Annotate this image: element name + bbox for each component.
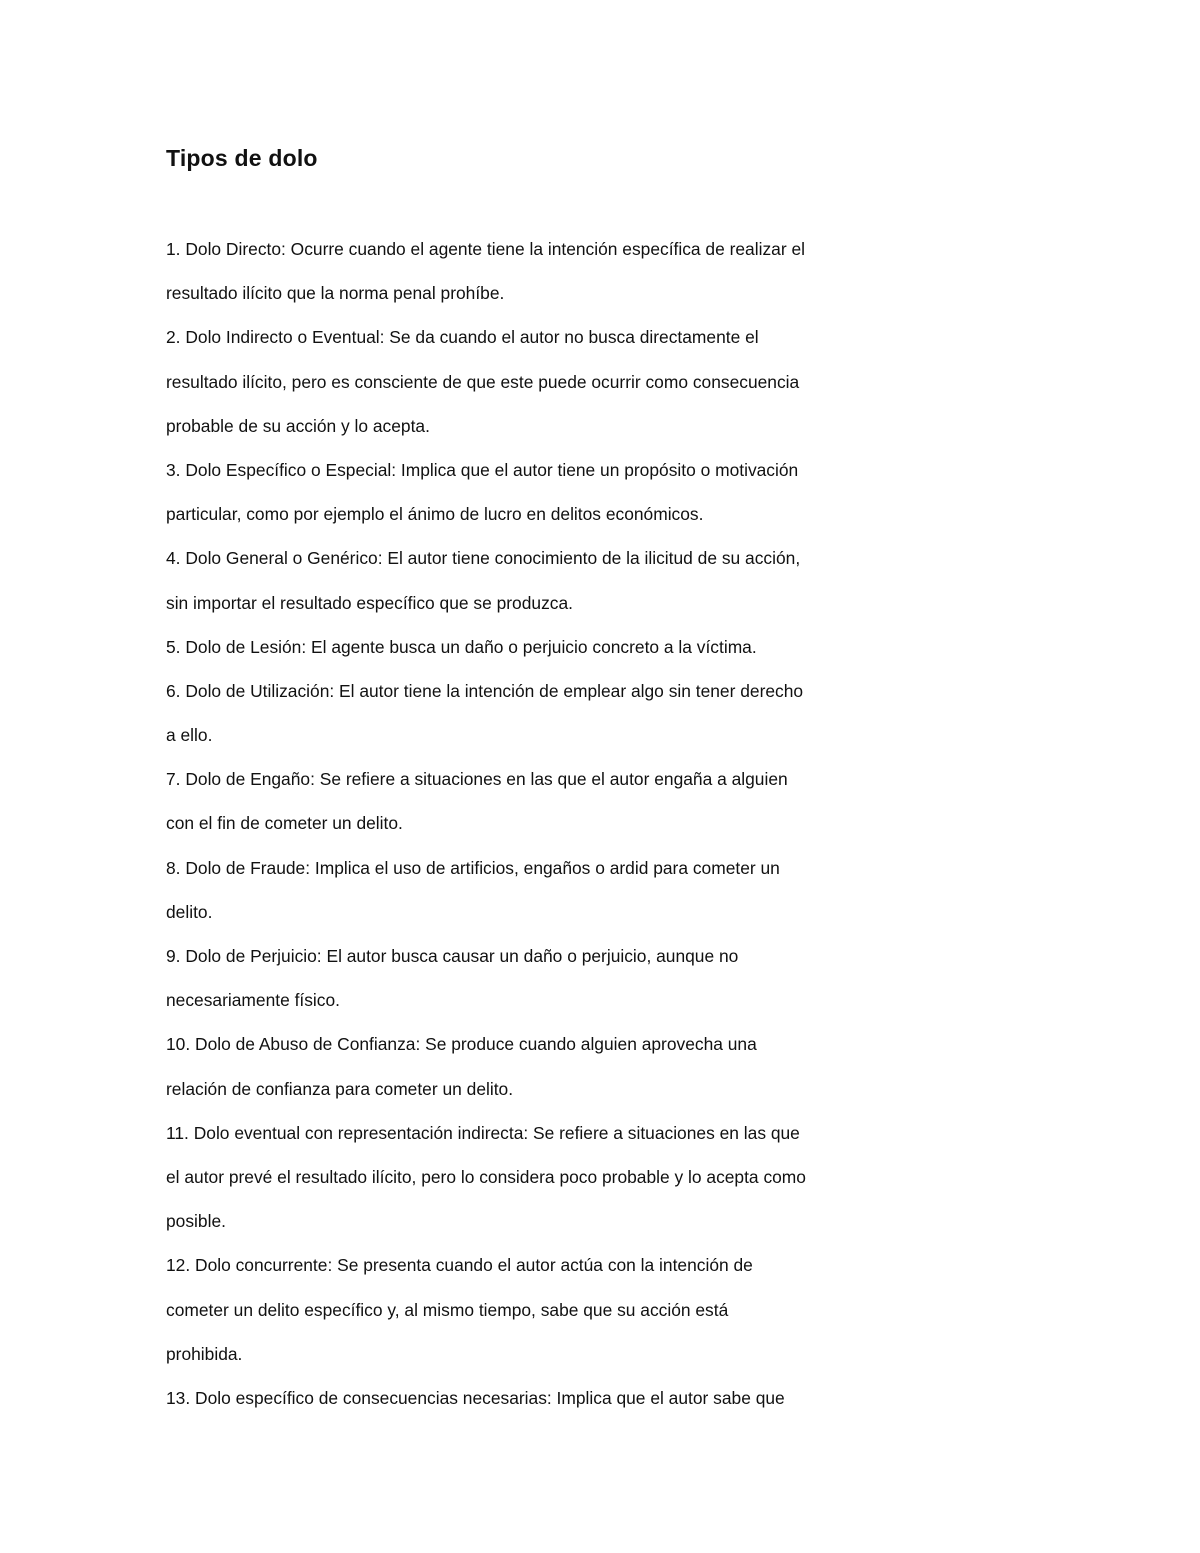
- document-title: Tipos de dolo: [166, 145, 318, 171]
- text-line: 7. Dolo de Engaño: Se refiere a situaciones en las que el autor engaña a alguien: [166, 769, 788, 790]
- text-line: 11. Dolo eventual con representación indirecta: Se refiere a situaciones en las que: [166, 1122, 800, 1143]
- text-line: a ello.: [166, 725, 213, 746]
- text-line: prohibida.: [166, 1343, 243, 1364]
- text-line: cometer un delito específico y, al mismo tiempo, sabe que su acción está: [166, 1299, 729, 1320]
- text-line: probable de su acción y lo acepta.: [166, 415, 430, 436]
- text-line: 4. Dolo General o Genérico: El autor tiene conocimiento de la ilicitud de su acción,: [166, 548, 801, 569]
- text-line: 2. Dolo Indirecto o Eventual: Se da cuando el autor no busca directamente el: [166, 327, 759, 348]
- text-line: sin importar el resultado específico que se produzca.: [166, 592, 573, 613]
- text-line: con el fin de cometer un delito.: [166, 813, 403, 834]
- text-line: necesariamente físico.: [166, 990, 340, 1011]
- text-line: 10. Dolo de Abuso de Confianza: Se produce cuando alguien aprovecha una: [166, 1034, 757, 1055]
- text-line: 6. Dolo de Utilización: El autor tiene la intención de emplear algo sin tener derecho: [166, 680, 804, 701]
- text-line: 5. Dolo de Lesión: El agente busca un daño o perjuicio concreto a la víctima.: [166, 636, 757, 657]
- text-line: 9. Dolo de Perjuicio: El autor busca causar un daño o perjuicio, aunque no: [166, 946, 739, 966]
- text-line: 1. Dolo Directo: Ocurre cuando el agente tiene la intención específica de realizar el: [166, 239, 805, 259]
- text-line: posible.: [166, 1211, 226, 1232]
- text-line: relación de confianza para cometer un delito.: [166, 1078, 514, 1099]
- text-line: resultado ilícito, pero es consciente de que este puede ocurrir como consecuencia: [166, 371, 800, 392]
- text-line: 8. Dolo de Fraude: Implica el uso de artificios, engaños o ardid para cometer un: [166, 857, 780, 878]
- text-line: el autor prevé el resultado ilícito, pero lo considera poco probable y lo acepta como: [166, 1166, 806, 1187]
- document-body: [166, 227, 926, 1420]
- text-line: delito.: [166, 901, 213, 922]
- text-line: resultado ilícito que la norma penal prohíbe.: [166, 283, 505, 304]
- text-line: 13. Dolo específico de consecuencias necesarias: Implica que el autor sabe que: [166, 1387, 785, 1408]
- text-line: 3. Dolo Específico o Especial: Implica que el autor tiene un propósito o motivación: [166, 459, 799, 480]
- text-line: particular, como por ejemplo el ánimo de lucro en delitos económicos.: [166, 504, 704, 525]
- text-line: 12. Dolo concurrente: Se presenta cuando el autor actúa con la intención de: [166, 1255, 753, 1276]
